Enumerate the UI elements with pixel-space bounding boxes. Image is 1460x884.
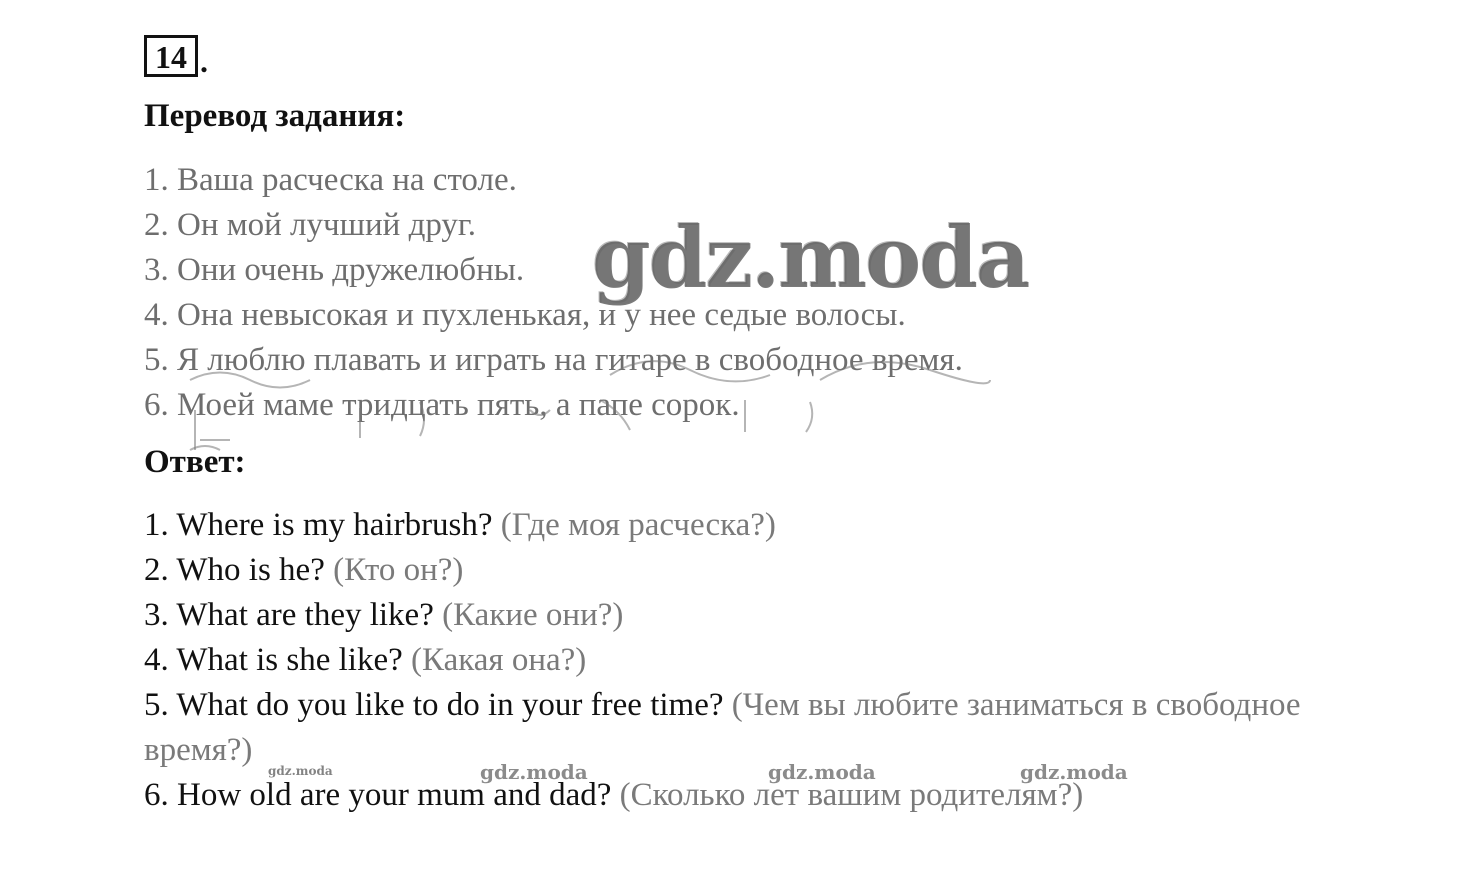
answer-russian: (Сколько лет вашим родителям?) <box>619 777 1084 813</box>
answer-russian: (Какие они?) <box>442 597 624 633</box>
answer-english: 4. What is she like? <box>144 642 403 678</box>
answer-russian: (Где моя расческа?) <box>500 507 776 543</box>
answer-english: 5. What do you like to do in your free time? <box>144 687 724 723</box>
translation-item: 2. Он мой лучший друг. <box>144 207 476 243</box>
answer-english: 3. What are they like? <box>144 597 434 633</box>
answer-item <box>144 593 1344 638</box>
answer-item <box>144 683 1344 773</box>
translation-item: 1. Ваша расческа на столе. <box>144 162 517 198</box>
answer-english: 6. How old are your mum and dad? <box>144 777 612 813</box>
translation-heading: Перевод задания: <box>144 98 406 134</box>
answer-russian: (Чем вы любите заниматься в свободное время?) <box>144 687 1301 768</box>
answer-english: 1. Where is my hairbrush? <box>144 507 493 543</box>
answer-english: 2. Who is he? <box>144 552 325 588</box>
task-number-box: 14 <box>144 35 198 77</box>
watermark-tiny: gdz.moda <box>268 764 333 778</box>
watermark-small: gdz.moda <box>1020 760 1128 784</box>
translation-item: 6. Моей маме тридцать пять, а папе сорок. <box>144 387 740 423</box>
answer-heading: Ответ: <box>144 444 246 480</box>
answer-russian: (Кто он?) <box>333 552 464 588</box>
task-number-dot: . <box>200 43 208 79</box>
answer-item <box>144 503 1344 548</box>
watermark-main: gdz.moda <box>592 208 1029 307</box>
answer-item <box>144 638 1344 683</box>
translation-item: 3. Они очень дружелюбны. <box>144 252 525 288</box>
watermark-small: gdz.moda <box>480 760 588 784</box>
task-number <box>144 35 208 77</box>
answer-russian: (Какая она?) <box>411 642 587 678</box>
watermark-small: gdz.moda <box>768 760 876 784</box>
answer-item <box>144 773 1344 818</box>
translation-item: 4. Она невысокая и пухленькая, и у нее седые волосы. <box>144 297 906 333</box>
translation-item: 5. Я люблю плавать и играть на гитаре в свободное время. <box>144 342 963 378</box>
answer-item <box>144 548 1344 593</box>
